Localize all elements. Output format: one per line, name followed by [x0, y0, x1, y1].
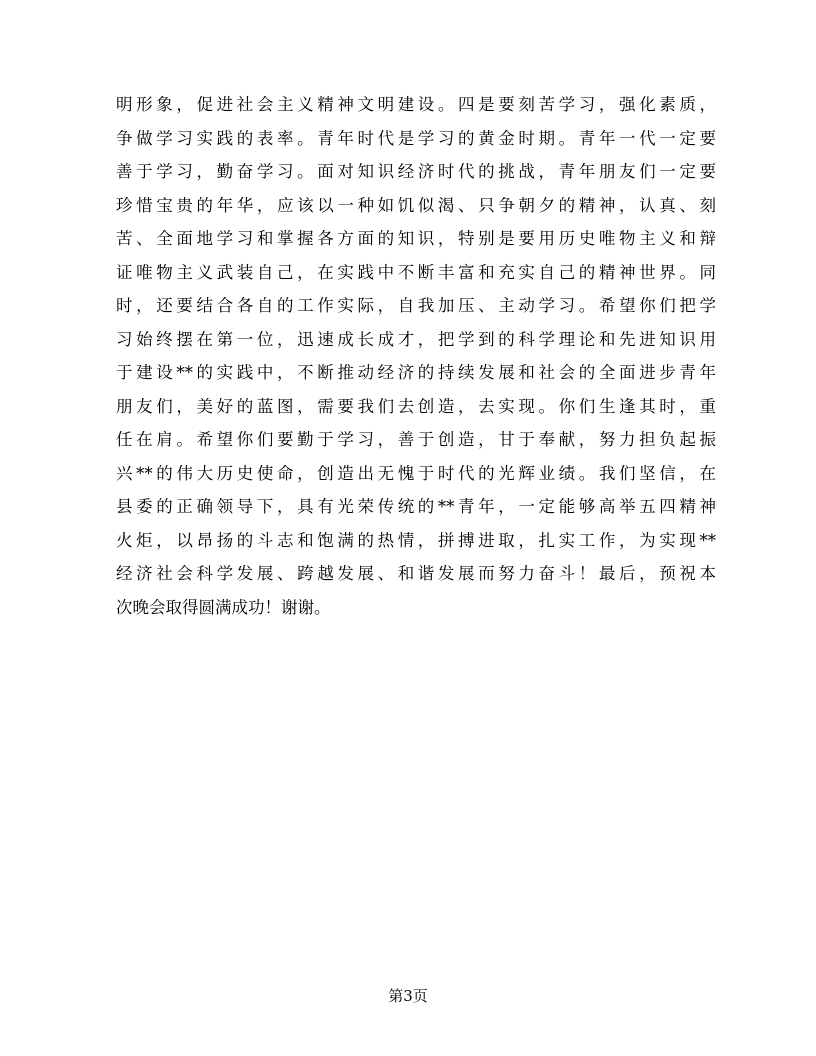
text-line: 县委的正确领导下，具有光荣传统的**青年，一定能够高举五四精神 [116, 497, 716, 516]
text-line: 习始终摆在第一位，迅速成长成才，把学到的科学理论和先进知识用 [116, 329, 716, 349]
text-line: 任在肩。希望你们要勤于学习，善于创造，甘于奉献，努力担负起振 [116, 430, 716, 449]
body-text [116, 88, 716, 624]
text-line: 证唯物主义武装自己，在实践中不断丰富和充实自己的精神世界。同 [116, 262, 716, 282]
text-line: 于建设**的实践中，不断推动经济的持续发展和社会的全面进步青年 [116, 363, 716, 382]
text-line: 时，还要结合各自的工作实际，自我加压、主动学习。希望你们把学 [116, 296, 716, 315]
text-line: 经济社会科学发展、跨越发展、和谐发展而努力奋斗！最后，预祝本 [116, 564, 716, 583]
text-line: 珍惜宝贵的年华，应该以一种如饥似渴、只争朝夕的精神，认真、刻 [116, 195, 716, 215]
text-line-last: 次晚会取得圆满成功！谢谢。 [116, 597, 331, 617]
text-line: 苦、全面地学习和掌握各方面的知识，特别是要用历史唯物主义和辩 [116, 229, 716, 248]
text-line: 争做学习实践的表率。青年时代是学习的黄金时期。青年一代一定要 [116, 128, 716, 148]
text-line: 兴**的伟大历史使命，创造出无愧于时代的光辉业绩。我们坚信，在 [116, 463, 716, 483]
text-line: 朋友们，美好的蓝图，需要我们去创造，去实现。你们生逢其时，重 [116, 396, 716, 416]
text-line: 明形象，促进社会主义精神文明建设。四是要刻苦学习，强化素质， [116, 95, 716, 114]
text-line: 火炬，以昂扬的斗志和饱满的热情，拼搏进取，扎实工作，为实现** [116, 530, 716, 550]
page-number: 第3页 [388, 987, 428, 1005]
text-line: 善于学习，勤奋学习。面对知识经济时代的挑战，青年朋友们一定要 [116, 162, 716, 181]
